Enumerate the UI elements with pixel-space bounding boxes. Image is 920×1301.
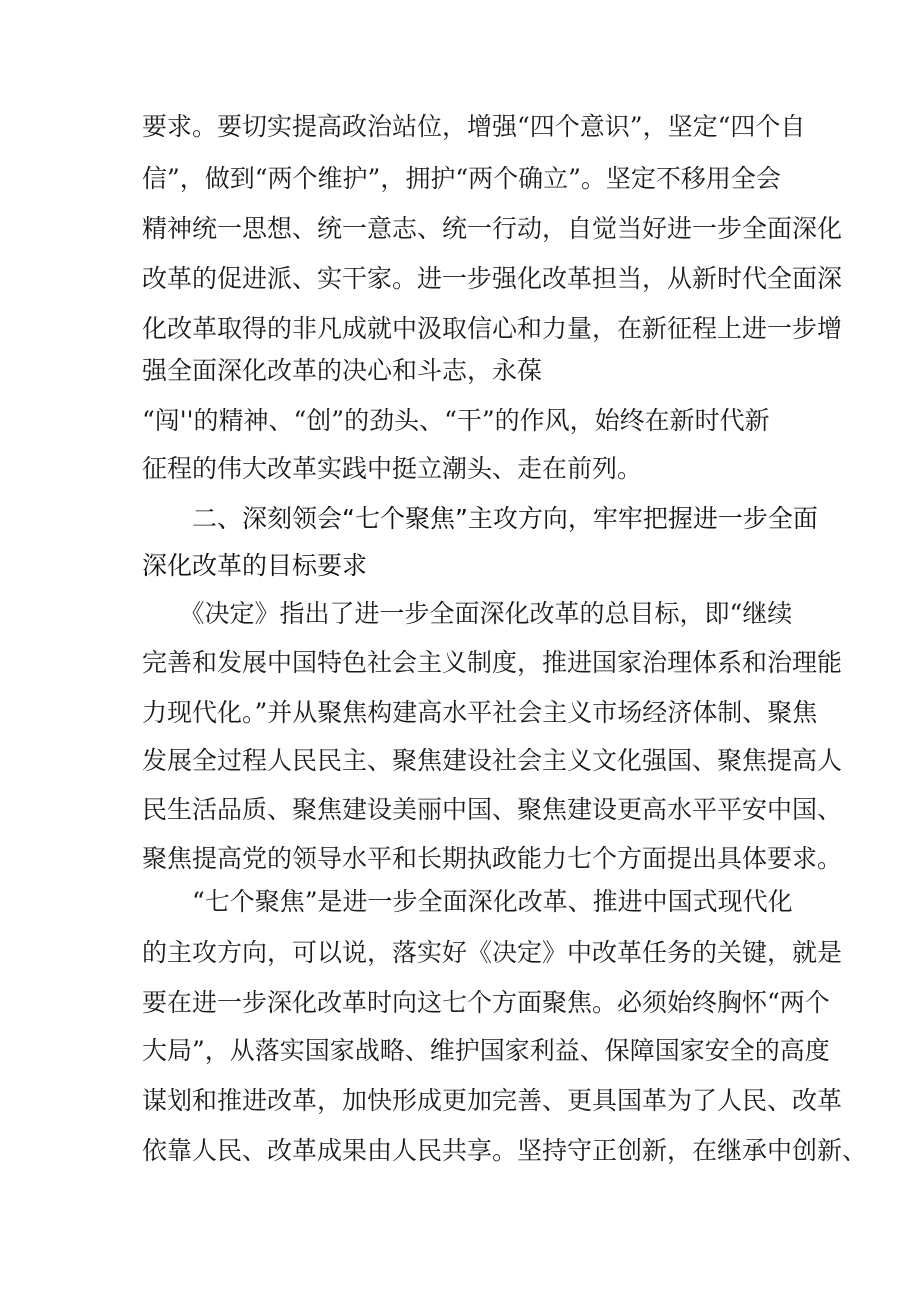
text-line: 大局”，从落实国家战略、维护国家利益、保障国家安全的高度 [142,1036,830,1065]
text-line: 的主攻方向，可以说，落实好《决定》中改革任务的关键，就是 [142,938,843,967]
text-line: 聚焦提高党的领导水平和长期执政能力七个方面提出具体要求。 [142,844,843,873]
text-line: 要在进一步深化改革时向这七个方面聚焦。必须始终胸怀“两个 [142,988,830,1017]
text-line: 力现代化。”并从聚焦构建高水平社会主义市场经济体制、聚焦 [142,698,818,727]
text-line: 《决定》指出了进一步全面深化改革的总目标，即“继续 [142,599,793,628]
text-line: 民生活品质、聚焦建设美丽中国、聚焦建设更高水平平安中国、 [142,795,843,824]
text-line: 要求。要切实提高政治站位，增强“四个意识”，坚定“四个自 [142,112,806,141]
text-line: 依靠人民、改革成果由人民共享。坚持守正创新，在继承中创新、 [142,1136,868,1165]
text-line: 改革的促进派、实干家。进一步强化改革担当，从新时代全面深 [142,264,843,293]
text-line: 谋划和推进改革，加快形成更加完善、更具国革为了人民、改革 [142,1086,843,1115]
text-line: “闯''的精神、“创”的劲头、“干”的作风，始终在新时代新 [142,406,770,435]
text-line: 征程的伟大改革实践中挺立潮头、走在前列。 [142,454,643,483]
text-line: 强全面深化改革的决心和斗志，永葆 [142,356,543,385]
text-line: 化改革取得的非凡成就中汲取信心和力量，在新征程上进一步增 [142,314,843,343]
text-line: 发展全过程人民民主、聚焦建设社会主义文化强国、聚焦提高人 [142,746,843,775]
text-line: 信”，做到“两个维护”，拥护“两个确立”。坚定不移用全会 [142,164,781,193]
text-line: 完善和发展中国特色社会主义制度，推进国家治理体系和治理能 [142,648,843,677]
text-line: 精神统一思想、统一意志、统一行动，自觉当好进一步全面深化 [142,214,843,243]
section-heading-line: 深化改革的目标要求 [142,551,368,580]
section-heading-line: 二、深刻领会“七个聚焦”主攻方向，牢牢把握进一步全面 [142,504,818,533]
text-line: “七个聚焦”是进一步全面深化改革、推进中国式现代化 [142,887,793,916]
